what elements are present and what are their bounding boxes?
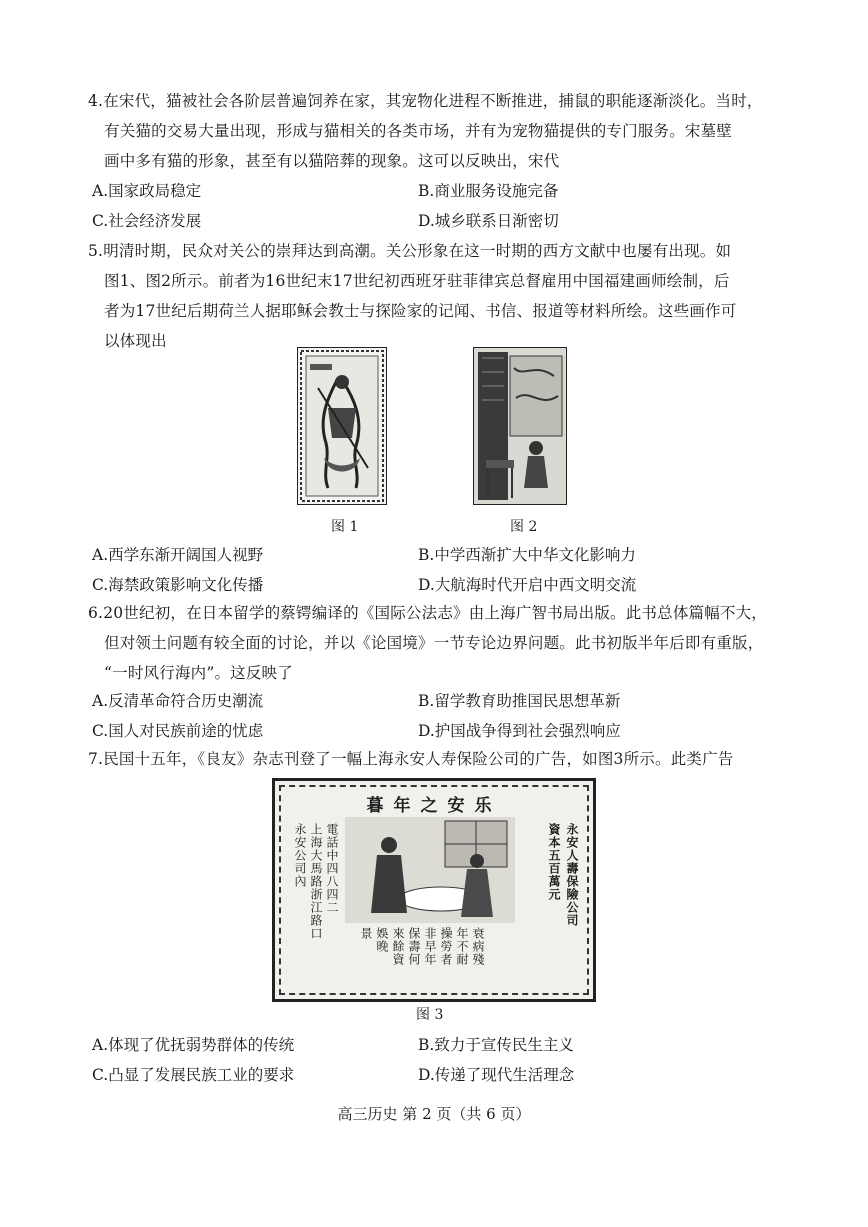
option-a: A.国家政局稳定 — [92, 182, 202, 200]
option-b: B.中学西渐扩大中华文化影响力 — [418, 546, 636, 564]
question-6 — [88, 598, 788, 688]
option-c: C.社会经济发展 — [92, 212, 202, 230]
question-7-options — [92, 1030, 792, 1090]
option-a: A.反清革命符合历史潮流 — [92, 692, 264, 710]
figure-3-advertisement — [272, 778, 596, 1002]
question-6-line-3: “一时风行海内”。这反映了 — [104, 664, 293, 682]
option-a: A.西学东渐开阔国人视野 — [92, 546, 264, 564]
question-4-line-2: 有关猫的交易大量出现，形成与猫相关的各类市场，并有为宠物猫提供的专门服务。宋墓壁 — [104, 122, 733, 140]
option-b: B.致力于宣传民生主义 — [418, 1036, 574, 1054]
ad-illustration — [345, 817, 515, 923]
option-d: D.城乡联系日渐密切 — [418, 212, 559, 230]
options-row — [92, 1030, 792, 1060]
ad-location: 永安公司內 — [293, 823, 307, 888]
option-b: B.商业服务设施完备 — [418, 182, 559, 200]
ad-text-col: 操勞者 — [439, 927, 453, 966]
question-5 — [88, 236, 788, 356]
options-row — [92, 686, 792, 716]
question-4-line-1: 4.在宋代，猫被社会各阶层普遍饲养在家，其宠物化进程不断推进，捕鼠的职能逐渐淡化。当时， — [88, 92, 763, 110]
question-6-line-2: 但对领土问题有较全面的讨论，并以《论国境》一节专论边界问题。此书初版半年后即有重版， — [104, 634, 764, 652]
question-7-line-1: 7.民国十五年，《良友》杂志刊登了一幅上海永安人寿保险公司的广告，如图3所示。此类广告 — [88, 750, 734, 768]
question-6-options — [92, 686, 792, 746]
ad-text-col: 保壽何 — [407, 927, 421, 966]
option-c: C.海禁政策影响文化传播 — [92, 576, 264, 594]
question-5-line-2: 图1、图2所示。前者为16世纪末17世纪初西班牙驻菲律宾总督雇用中国福建画师绘制，后 — [104, 272, 730, 290]
figure-1-caption: 图 1 — [331, 519, 359, 535]
question-5-options — [92, 540, 792, 600]
options-row — [92, 176, 792, 206]
figure-2-image — [473, 347, 567, 505]
figure-1-image — [297, 347, 387, 505]
figure-2-caption: 图 2 — [510, 519, 538, 535]
options-row — [92, 716, 792, 746]
ad-phone: 電話中四八四二 — [325, 823, 339, 914]
figure-2-illustration — [474, 348, 566, 504]
option-c: C.凸显了发展民族工业的要求 — [92, 1066, 295, 1084]
question-7 — [88, 744, 788, 774]
option-d: D.传递了现代生活理念 — [418, 1066, 575, 1084]
ad-text-col: 衰病殘 — [471, 927, 485, 966]
ad-text-col: 景 — [359, 927, 373, 940]
figure-3-caption: 图 3 — [416, 1007, 444, 1023]
ad-address: 上海大馬路浙江路口 — [309, 823, 323, 940]
ad-title: 暮年之安乐 — [366, 796, 502, 816]
ad-capital: 資本五百萬元 — [547, 823, 561, 901]
ad-text-col: 娛晚 — [375, 927, 389, 953]
option-a: A.体现了优抚弱势群体的传统 — [92, 1036, 295, 1054]
ad-text-col: 來餘資 — [391, 927, 405, 966]
ad-text-col: 年不耐 — [455, 927, 469, 966]
ad-text-col: 非早年 — [423, 927, 437, 966]
options-row — [92, 570, 792, 600]
question-5-line-1: 5.明清时期，民众对关公的崇拜达到高潮。关公形象在这一时期的西方文献中也屡有出现。如 — [88, 242, 732, 260]
option-d: D.大航海时代开启中西文明交流 — [418, 576, 637, 594]
option-c: C.国人对民族前途的忧虑 — [92, 722, 264, 740]
question-6-line-1: 6.20世纪初，在日本留学的蔡锷编译的《国际公法志》由上海广智书局出版。此书总体篇幅不大， — [88, 604, 768, 622]
question-4 — [88, 86, 788, 176]
question-5-line-3: 者为17世纪后期荷兰人据耶稣会教士与探险家的记闻、书信、报道等材料所绘。这些画作可 — [104, 302, 737, 320]
ad-company-name: 永安人壽保險公司 — [565, 823, 579, 927]
option-d: D.护国战争得到社会强烈响应 — [418, 722, 621, 740]
options-row — [92, 206, 792, 236]
question-5-line-4: 以体现出 — [104, 332, 167, 350]
options-row — [92, 1060, 792, 1090]
options-row — [92, 540, 792, 570]
option-b: B.留学教育助推国民思想革新 — [418, 692, 621, 710]
page-footer: 高三历史 第 2 页（共 6 页） — [337, 1105, 531, 1123]
figure-1-illustration — [298, 348, 386, 504]
question-4-line-3: 画中多有猫的形象，甚至有以猫陪葬的现象。这可以反映出，宋代 — [104, 152, 560, 170]
question-4-options — [92, 176, 792, 236]
